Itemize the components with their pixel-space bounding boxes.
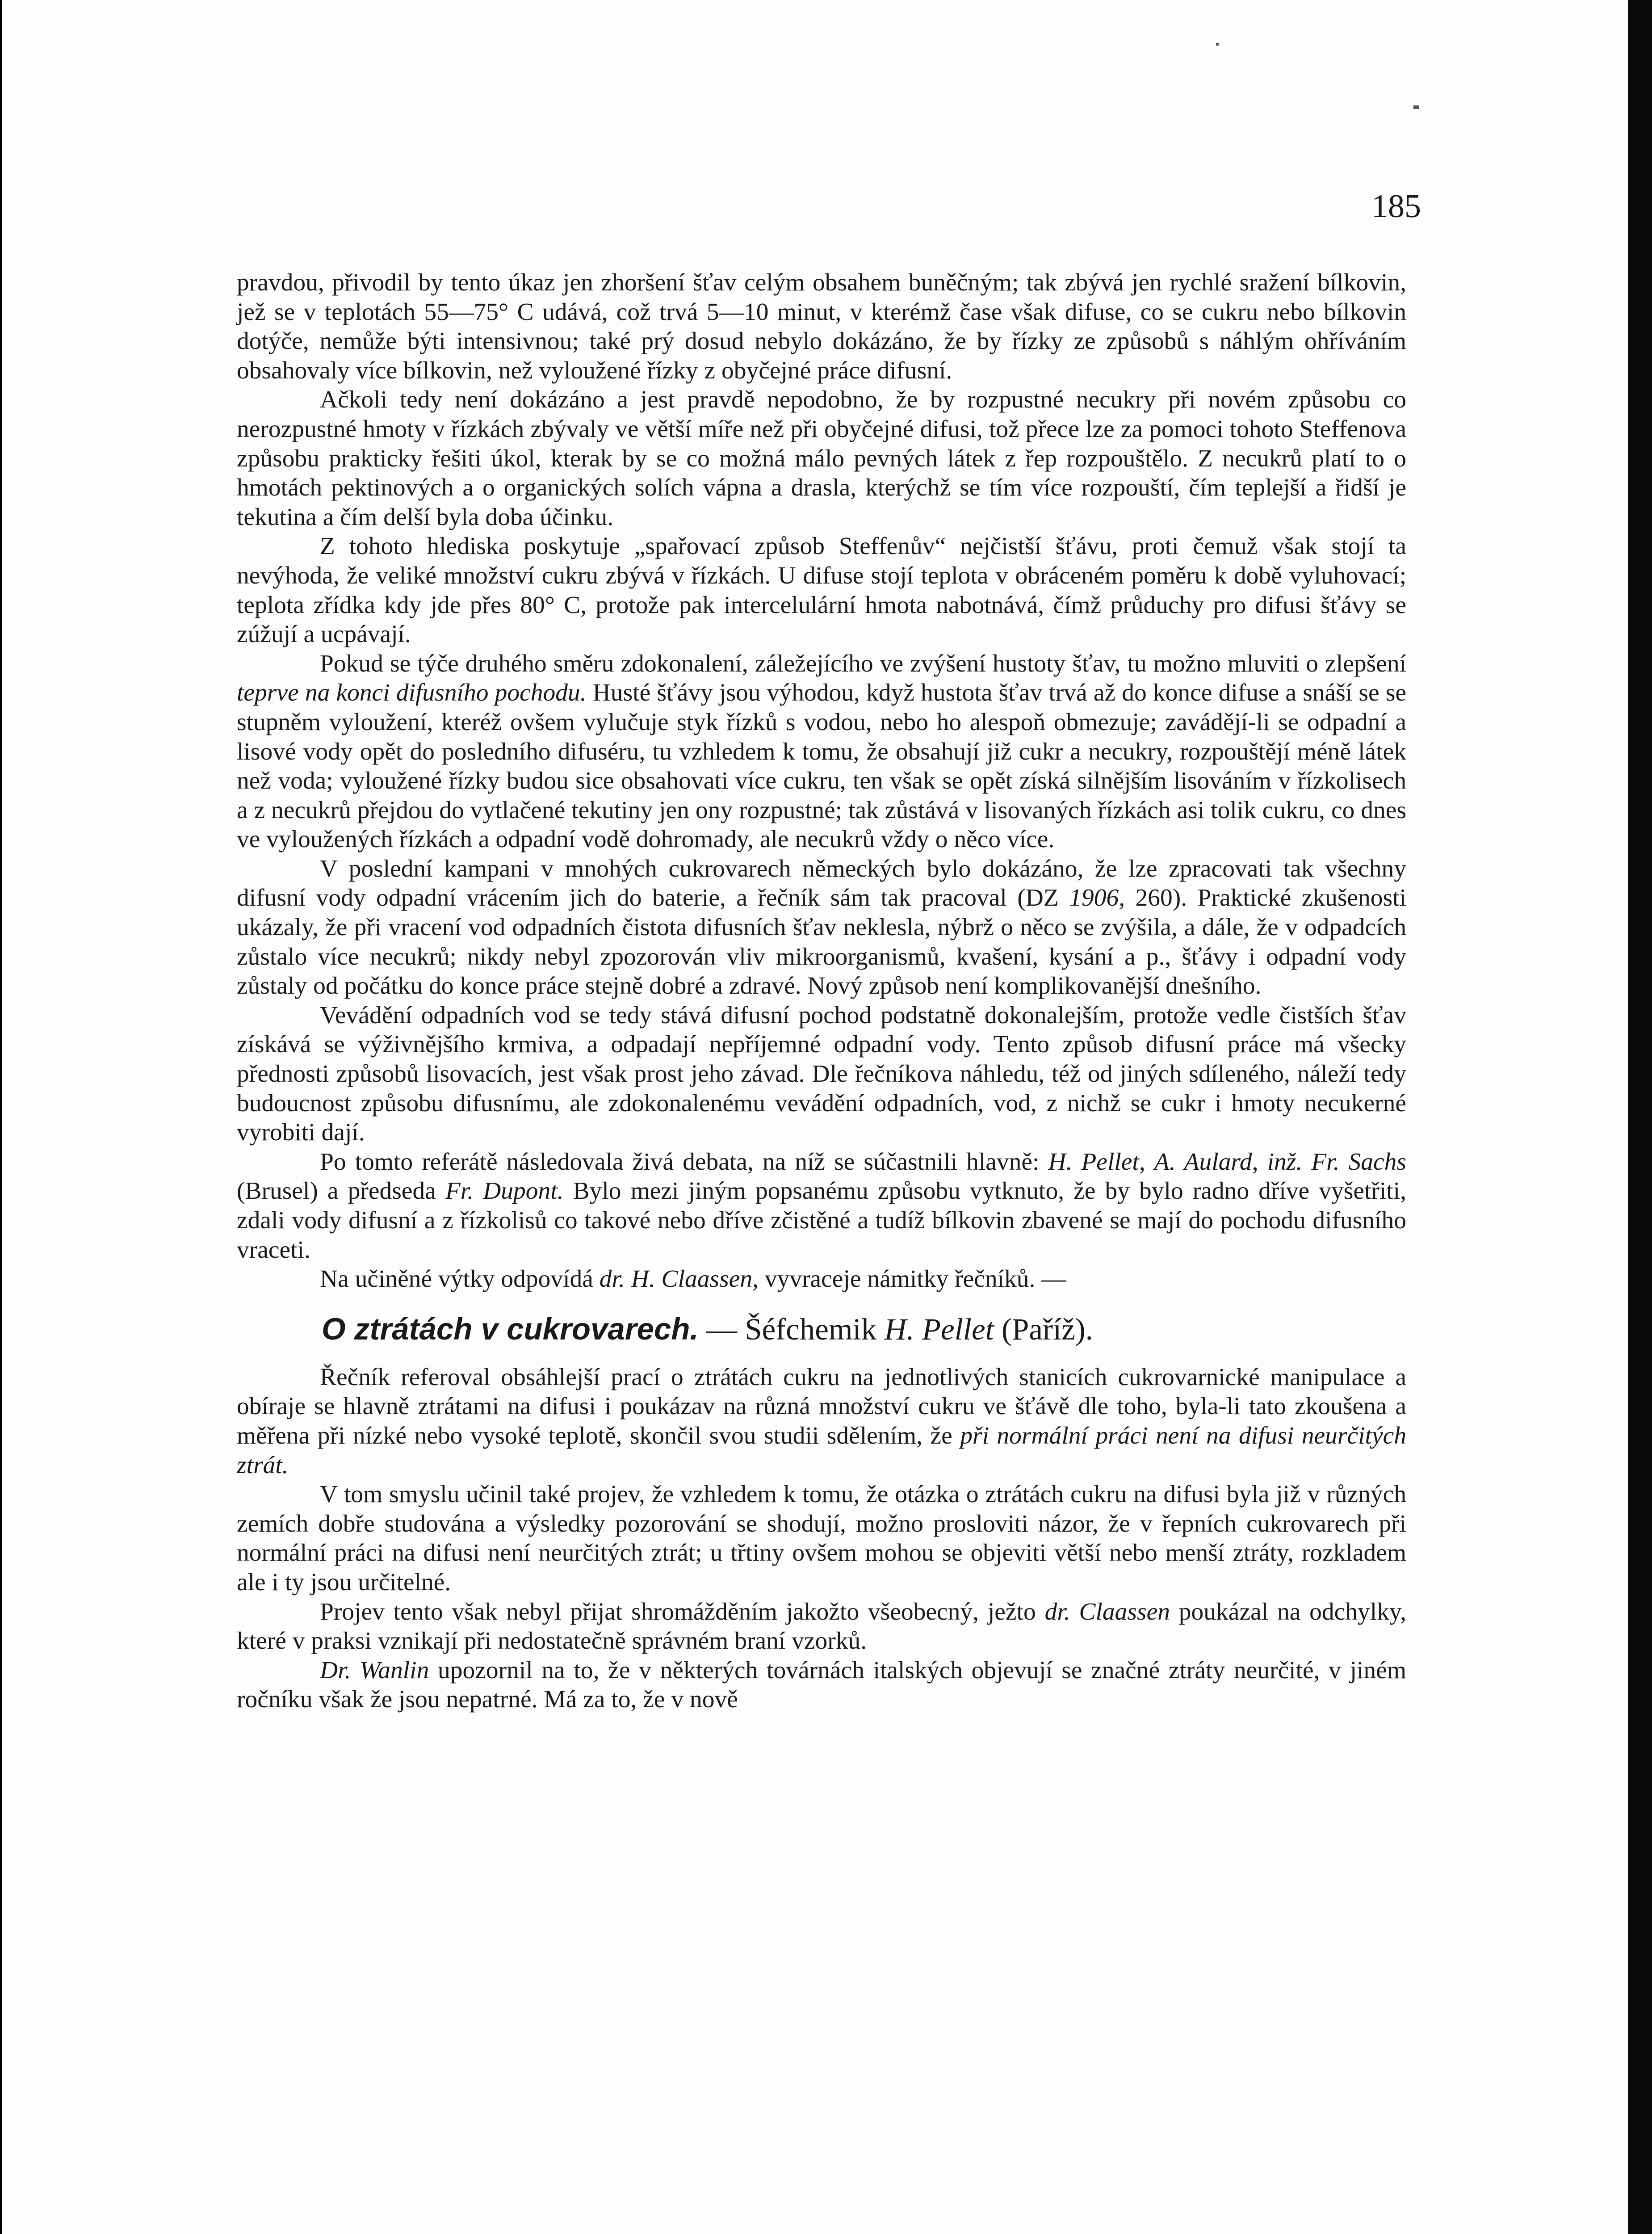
- text-run: upozornil na to, že v některých továrnách italských objevují se značné ztráty neurčité, v jiném ročníku však že jsou nepatrné. Má za to, že v nově: [237, 1656, 1406, 1713]
- emphasis-text: teprve na konci difusního pochodu.: [237, 679, 587, 707]
- paragraph: [237, 854, 1406, 1001]
- paragraph: [237, 649, 1406, 854]
- author-prefix: Šéfchemik: [745, 1312, 885, 1346]
- person-name: dr. H. Claassen,: [599, 1265, 759, 1293]
- author-place: (Paříž).: [994, 1312, 1094, 1346]
- person-name: H. Pellet: [1048, 1148, 1139, 1176]
- article-body: [237, 268, 1406, 1714]
- paragraph: [237, 1597, 1406, 1656]
- scan-speck: [1413, 105, 1419, 109]
- text-run: Projev tento však nebyl přijat shromážděním jakožto všeobecný, ježto: [320, 1598, 1045, 1625]
- paragraph: Z tohoto hlediska poskytuje „spařovací způsob Steffenův“ nejčistší šťávu, proti čemuž však stojí ta nevýhoda, že veliké množství cukru zbývá v řízkách. U difuse stojí teplota v obráceném poměru k době vyluhovací; teplota zřídka kdy jde přes 80° C, protože pak intercelulární hmota nabotnává, čímž průduchy pro difusi šťávy se zúžují a ucpávají.: [237, 533, 1406, 648]
- section-title: O ztrátách v cukrovarech.: [322, 1311, 699, 1346]
- paragraph: pravdou, přivodil by tento úkaz jen zhoršení šťav celým obsahem buněčným; tak zbývá jen rychlé sražení bílkovin, jež se v teplotách 55—75° C udává, což trvá 5—10 minut, v kterémž čase však difuse, co se cukru nebo bílkovin dotýče, nemůže býti intensivnou; také prý dosud nebylo dokázáno, že by řízky ze způsobů s náhlým ohříváním obsahovaly více bílkovin, než vyloužené řízky z obyčejné práce difusní.: [237, 269, 1406, 384]
- paragraph: Ačkoli tedy není dokázáno a jest pravdě nepodobno, že by rozpustné necukry při novém způsobu co nerozpustné hmoty v řízkách zbývaly ve větší míře než při obyčejné difusi, tož přece lze za pomoci tohoto Steffenova způsobu prakticky řešiti úkol, kterak by se co možná málo pevných látek z řep rozpouštělo. Z necukrů platí to o hmotách pektinových a o organických solích vápna a drasla, kterýchž se tím více rozpouští, čím teplejší a řidší je tekutina a čím delší byla doba účinku.: [237, 386, 1406, 531]
- scan-speck: [1216, 43, 1219, 46]
- person-name: inž. Fr. Sachs: [1267, 1148, 1407, 1176]
- text-run: (Brusel) a předseda: [237, 1177, 445, 1205]
- paragraph: [237, 1656, 1406, 1714]
- citation-year: 1906,: [1069, 884, 1125, 912]
- text-run: Bylo mezi jiným popsanému způsobu vytknuto, že by bylo radno dříve vyšetřiti, zdali vody difusní a z řízkolisů co takové nebo dříve zčistěné a tudíž bílkovin zbavené se mají do pochodu difusního vraceti.: [237, 1177, 1406, 1264]
- paragraph: Vevádění odpadních vod se tedy stává difusní pochod podstatně dokonalejším, protože vedle čistších šťav získává se výživnějšího krmiva, a odpadají nepříjemné odpadní vody. Tento způsob difusní práce má všecky přednosti způsobů lisovacích, jest však prost jeho závad. Dle řečníkova náhledu, též od jiných sdíleného, náleží tedy budoucnost způsobu difusnímu, ale zdokonalenému vevádění odpadních, vod, z nichž se cukr i hmoty necukerné vyrobiti dají.: [237, 1001, 1406, 1146]
- heading-separator: —: [698, 1312, 745, 1346]
- text-run: V poslední kampani v mnohých cukrovarech německých bylo dokázáno, že lze zpracovati tak všechny difusní vody odpadní vrácením jich do baterie, a řečník sám tak pracoval (DZ: [237, 855, 1406, 912]
- scan-border: [1628, 0, 1652, 2234]
- text-run: Na učiněné výtky odpovídá: [320, 1265, 600, 1293]
- section-heading: [237, 1311, 1406, 1348]
- text-run: 260). Praktické zkušenosti ukázaly, že při vracení vod odpadních čistota difusních šťav neklesla, nýbrž o něco se zvýšila, a dále, že v odpadcích zůstalo více necukrů; nikdy nebyl zpozorován vliv mikroorganismů, kvašení, kysání a p., šťávy i odpadní vody zůstaly od počátku do konce práce stejně dobré a zdravé. Nový způsob není komplikovanější dnešního.: [237, 884, 1406, 1000]
- scanned-page: [2, 0, 1628, 2234]
- paragraph: V tom smyslu učinil také projev, že vzhledem k tomu, že otázka o ztrátách cukru na difusi byla již v různých zemích dobře studována a výsledky pozorování se shodují, možno prosloviti názor, že v řepních cukrovarech při normální práci na difusi není neurčitých ztrát; u třtiny ovšem mohou se objeviti větší nebo menší ztráty, rozkladem ale i ty jsou určitelné.: [237, 1481, 1406, 1596]
- paragraph: [237, 1264, 1406, 1294]
- paragraph: [237, 1363, 1406, 1480]
- text-run: poukázal na odchylky, které v praksi vznikají při nedostatečně správném braní vzorků.: [237, 1598, 1406, 1655]
- paragraph: [237, 1147, 1406, 1264]
- text-run: Po tomto referátě následovala živá debata, na níž se súčastnili hlavně:: [320, 1148, 1048, 1176]
- person-name: Dr. Wanlin: [320, 1656, 429, 1684]
- text-run: Pokud se týče druhého směru zdokonalení, záležejícího ve zvýšení hustoty šťav, tu možno mluviti o zlepšení: [320, 650, 1406, 677]
- text-run: Řečník referoval obsáhlejší prací o ztrátách cukru na jednotlivých stanicích cukrovarnické manipulace a obíraje se hlavně ztrátami na difusi i poukázav na různá množství cukru ve šťávě dle toho, byla-li tato zkoušena a měřena při nízké nebo vysoké teplotě, skončil svou studii sdělením, že: [237, 1363, 1406, 1449]
- page-number: 185: [1371, 188, 1421, 225]
- text-run: vyvraceje námitky řečníků. —: [758, 1265, 1066, 1293]
- person-name: A. Aulard: [1154, 1148, 1252, 1176]
- emphasis-text: při normální práci není na difusi neurčitých ztrát.: [237, 1422, 1406, 1479]
- text-run: ,: [1252, 1148, 1267, 1176]
- text-run: ,: [1139, 1148, 1154, 1176]
- person-name: Fr. Dupont.: [445, 1177, 564, 1205]
- person-name: dr. Claassen: [1044, 1598, 1170, 1625]
- author-name: H. Pellet: [884, 1312, 994, 1346]
- text-run: Husté šťávy jsou výhodou, když hustota šťav trvá až do konce difuse a snáší se se stupněm vyloužení, kteréž ovšem vylučuje styk řízků s vodou, nebo ho alespoň obmezuje; zavádějí-li se odpadní a lisové vody opět do posledního difuséru, tu vzhledem k tomu, že obsahují již cukr a necukry, rozpouštějí méně látek než voda; vyloužené řízky budou sice obsahovati více cukru, ten však se opět získá silnějším lisováním v řízkolisech a z necukrů přejdou do vytlačené tekutiny jen ony rozpustné; tak zůstává v lisovaných řízkách asi tolik cukru, co dnes ve vyloužených řízkách a odpadní vodě dohromady, ale necukrů vždy o něco více.: [237, 679, 1406, 853]
